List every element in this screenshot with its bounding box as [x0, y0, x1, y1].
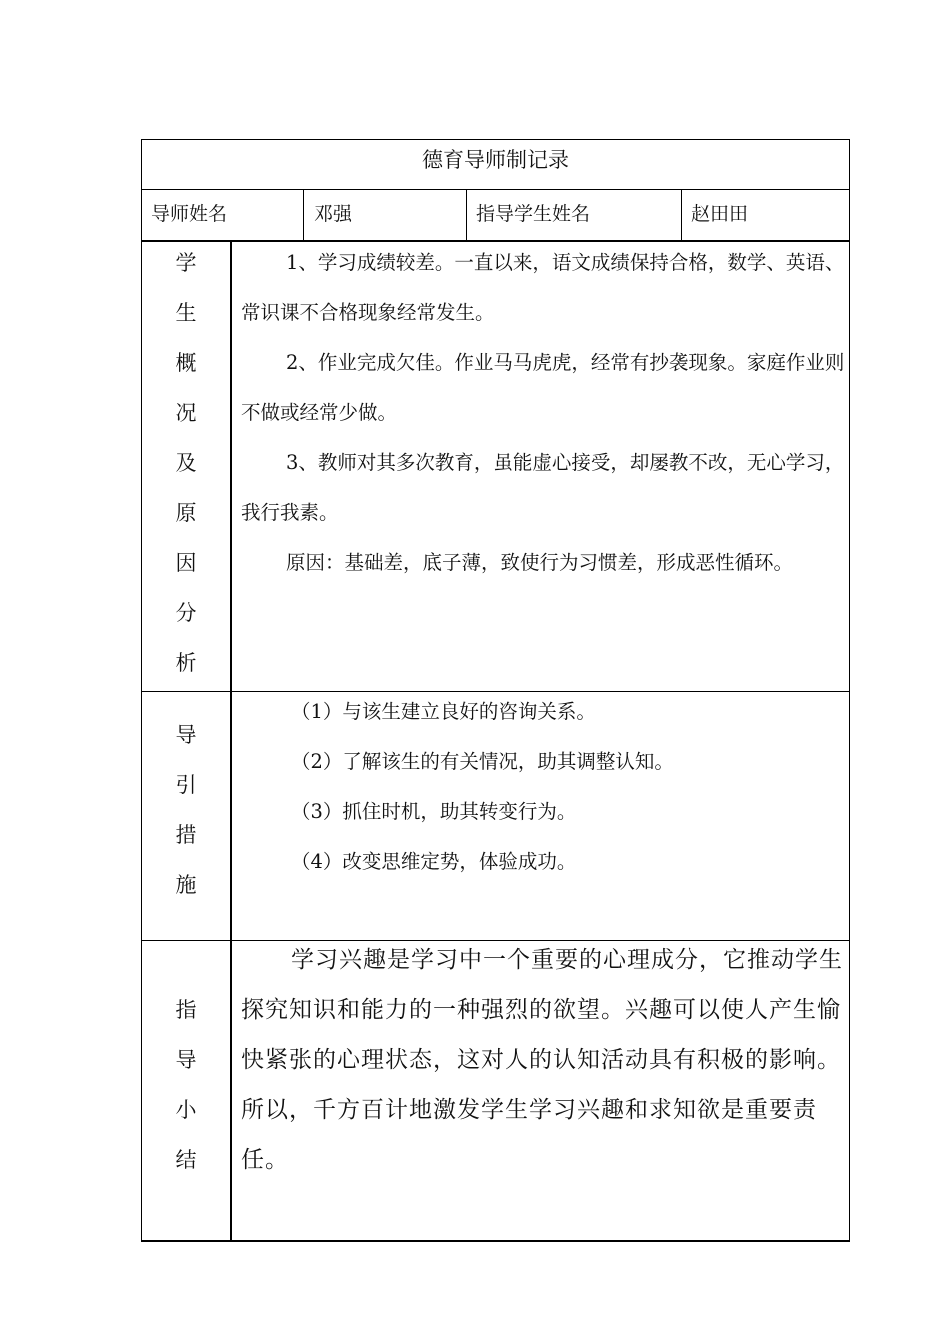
- paragraph: 1、学习成绩较差。一直以来，语文成绩保持合格，数学、英语、常识课不合格现象经常发生。: [241, 251, 845, 324]
- summary-content: [241, 935, 847, 1185]
- label-char: 导: [175, 723, 197, 747]
- measures-content: [291, 687, 841, 887]
- measure-item: （3）抓住时机，助其转变行为。: [291, 800, 577, 823]
- label-char: 况: [175, 401, 197, 425]
- table-border-bottom: [141, 1240, 850, 1242]
- student-name-label: 指导学生姓名: [476, 203, 591, 225]
- label-char: 学: [175, 251, 197, 275]
- measure-item: （2）了解该生的有关情况，助其调整认知。: [291, 750, 674, 773]
- document-title: 德育导师制记录: [422, 148, 569, 172]
- situation-content: [241, 238, 847, 588]
- label-char: 及: [175, 451, 197, 475]
- label-char: 生: [175, 301, 197, 325]
- mentor-name-label: 导师姓名: [151, 203, 228, 225]
- label-char: 引: [175, 773, 197, 797]
- table-divider: [681, 189, 682, 241]
- section-label-measures: [141, 710, 231, 910]
- measure-item: （1）与该生建立良好的咨询关系。: [291, 700, 596, 723]
- label-char: 指: [175, 998, 197, 1022]
- label-char: 导: [175, 1048, 197, 1072]
- label-char: 分: [175, 601, 197, 625]
- label-char: 结: [175, 1148, 197, 1172]
- measure-item: （4）改变思维定势，体验成功。: [291, 850, 577, 873]
- paragraph: 3、教师对其多次教育，虽能虚心接受，却屡教不改，无心学习，我行我素。: [241, 451, 845, 524]
- paragraph: 2、作业完成欠佳。作业马马虎虎，经常有抄袭现象。家庭作业则不做或经常少做。: [241, 351, 845, 424]
- label-char: 措: [175, 823, 197, 847]
- table-border-right: [849, 139, 850, 1242]
- mentor-name-value: 邓强: [314, 203, 353, 225]
- label-char: 原: [175, 501, 197, 525]
- table-divider: [303, 189, 304, 241]
- label-char: 析: [175, 651, 197, 675]
- label-char: 小: [175, 1098, 197, 1122]
- table-divider: [466, 189, 467, 241]
- label-char: 概: [175, 351, 197, 375]
- student-name-value: 赵田田: [691, 203, 749, 225]
- paragraph: 学习兴趣是学习中一个重要的心理成分，它推动学生探究知识和能力的一种强烈的欲望。兴趣可以使人产生愉快紧张的心理状态，这对人的认知活动具有积极的影响。所以，千方百计地激发学生学习兴趣和求知欲是重要责任。: [241, 947, 843, 1173]
- label-char: 因: [175, 551, 197, 575]
- label-char: 施: [175, 873, 197, 897]
- record-table: [141, 139, 850, 1242]
- section-label-summary: [141, 985, 231, 1185]
- paragraph: 原因：基础差，底子薄，致使行为习惯差，形成恶性循环。: [286, 551, 794, 574]
- section-label-situation: [141, 238, 231, 688]
